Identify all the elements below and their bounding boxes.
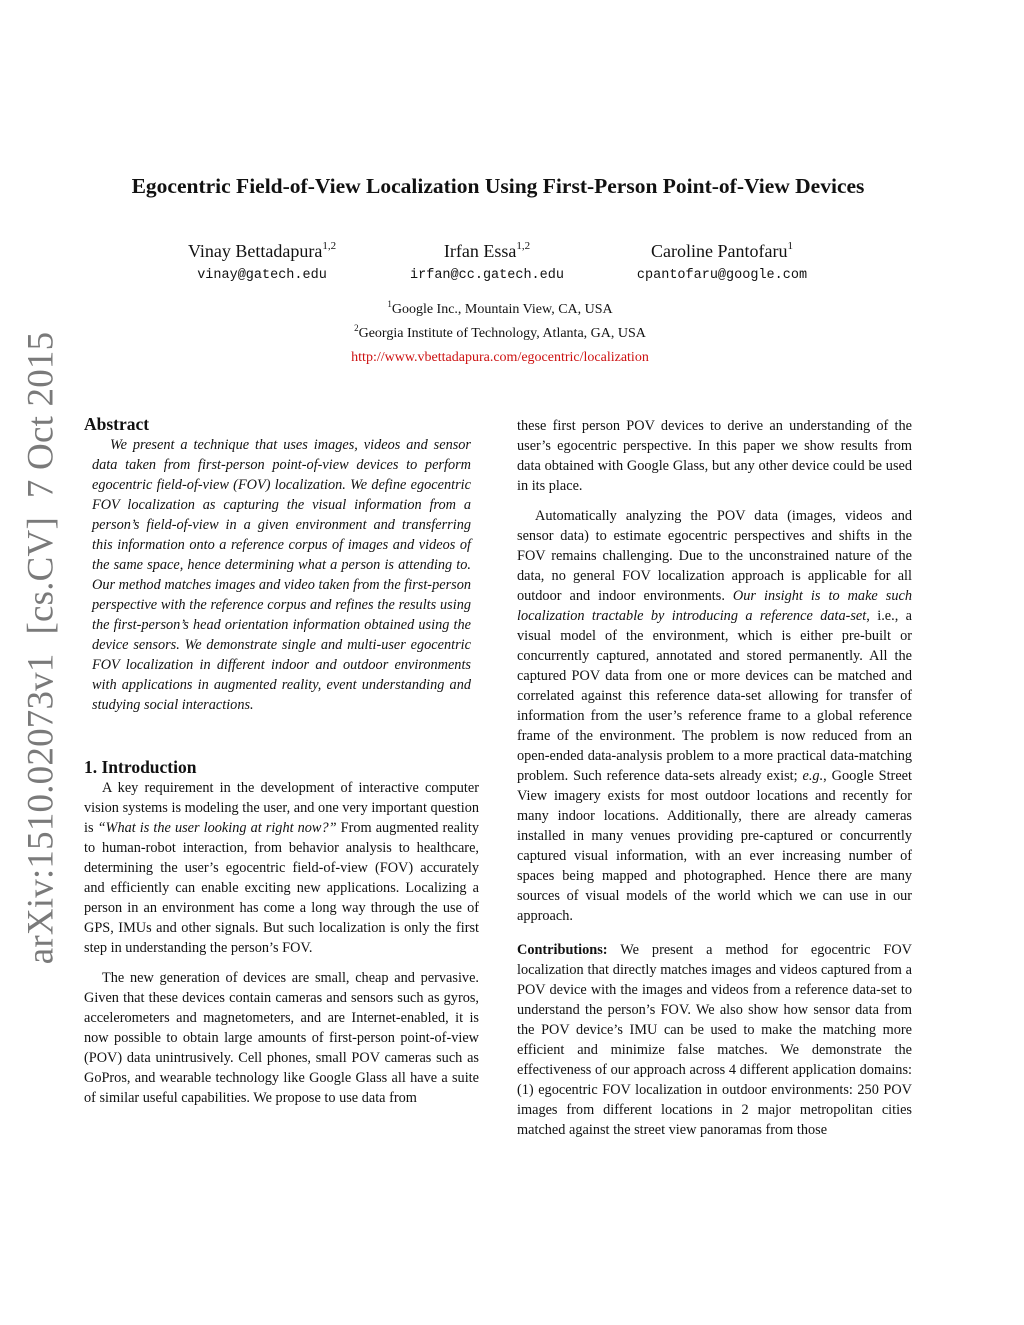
left-column [84,413,479,1108]
affil-mark: 2 [354,323,359,333]
author-affil-mark: 1,2 [516,240,531,252]
paper-title: Egocentric Field-of-View Localization Using First-Person Point-of-View Devices [131,174,865,198]
author-email: cpantofaru@google.com [636,268,808,283]
author-email: irfan@cc.gatech.edu [410,268,564,283]
author-affil-mark: 1,2 [322,240,337,252]
author-name: Irfan Essa [443,241,517,261]
author-2 [367,239,607,286]
affil-mark: 1 [387,299,392,309]
arxiv-identifier: arXiv:1510.02073v1 [cs.CV] 7 Oct 2015 [20,331,62,965]
eg-emphasis: e.g. [802,768,824,784]
insight-emphasis: Our insight is to make such localization tractable by introducing a reference data-set [517,588,912,624]
affil-text: Google Inc., Mountain View, CA, USA [391,302,613,317]
author-name: Vinay Bettadapura [187,241,323,261]
contributions-label: Contributions: [517,942,608,958]
author-affil-mark: 1 [787,240,793,252]
contributions-paragraph: Contributions: We present a method for egocentric FOV localization that directly matches images and videos captured from a POV device with the images and videos from a reference data-set to understand the person’s FOV. We also show how sensor data from the POV device’s IMU can be used to make the matching more efficient and minimize false matches. We demonstrate the effectiveness of our approach across 4 different application domains: (1) egocentric FOV localization in outdoor environments: 250 POV images from different locations in 2 major metropolitan cities matched against the street view panoramas from those [517,942,912,1138]
author-email: vinay@gatech.edu [197,268,327,283]
affil-text: Georgia Institute of Technology, Atlanta, GA, USA [358,326,646,341]
project-url-link[interactable]: http://www.vbettadapura.com/egocentric/localization [351,350,649,365]
right-column [517,416,912,1140]
intro-paragraph-1: A key requirement in the development of interactive computer vision systems is modeling the user, and one very important question is “What is the user looking at right now?” From augmented reality to human-robot interaction, from behavior analysis to healthcare, determining the user’s egocentric field-of-view (FOV) accurately and efficiently can enable exciting new applications. Localizing a person in an environment has come a long way through the use of GPS, IMUs and other signals. But such localization is only the first step in understanding the person’s FOV. [84,780,479,956]
intro-paragraph-3: these first person POV devices to derive an understanding of the user’s egocentric perspective. In this paper we show results from data obtained with Google Glass, but any other device could be used in its place. [517,418,912,494]
abstract-text: We present a technique that uses images, videos and sensor data taken from first-person point-of-view devices to perform egocentric field-of-view (FOV) localization. We define egocentric FOV localization as capturing the visual information from a person’s field-of-view in a given environment and transferring this information onto a reference corpus of images and videos of the same space, hence determining what a person is attending to. Our method matches images and video taken from the first-person perspective with the reference corpus and refines the results using the first-person’s head orientation information obtained using the device sensors. We demonstrate single and multi-user egocentric FOV localization in different indoor and outdoor environments with applications in augmented reality, event understanding and studying social interactions. [92,437,471,713]
author-1 [142,239,382,286]
author-3 [602,239,842,286]
intro-paragraph-2: The new generation of devices are small, cheap and pervasive. Given that these devices contain cameras and sensors such as gyros, accelerometers and magnetometers, and are Internet-enabled, it is now possible to obtain large amounts of first-person point-of-view (POV) data unintrusively. Cell phones, small POV cameras such as GoPros, and wearable technology like Google Glass all have a suite of similar useful capabilities. We propose to use data from [84,970,479,1106]
affiliation-1 [200,299,800,321]
intro-paragraph-4: Automatically analyzing the POV data (images, videos and sensor data) to estimate egocentric perspectives and shifts in the FOV remains challenging. Due to the unconstrained nature of the data, no general FOV localization approach is applicable for all outdoor and indoor environments. Our insight is to make such localization tractable by introducing a reference data-set, i.e., a visual model of the environment, which is either pre-built or concurrently captured, annotated and stored permanently. All the captured POV data from one or more devices can be matched and correlated against this reference data-set allowing for transfer of information from the user’s reference frame to a global reference frame of the environment. The problem is now reduced from an open-ended data-analysis problem to a more practical data-matching problem. Such reference data-sets already exist; e.g., Google Street View imagery exists for most outdoor locations and recently for many indoor locations. Additionally, there are already cameras installed in many venues providing pre-captured or concurrently captured visual information, with an ever increasing number of spaces being mapped and photographed. Hence there are many sources of visual models of the world which we can use in our approach. [517,508,912,924]
intro-quote: “What is the user looking at right now?” [97,820,337,836]
abstract-heading: Abstract [84,414,150,434]
affiliation-2 [200,323,800,345]
author-name: Caroline Pantofaru [651,241,788,261]
section-heading-introduction: 1. Introduction [84,757,197,777]
